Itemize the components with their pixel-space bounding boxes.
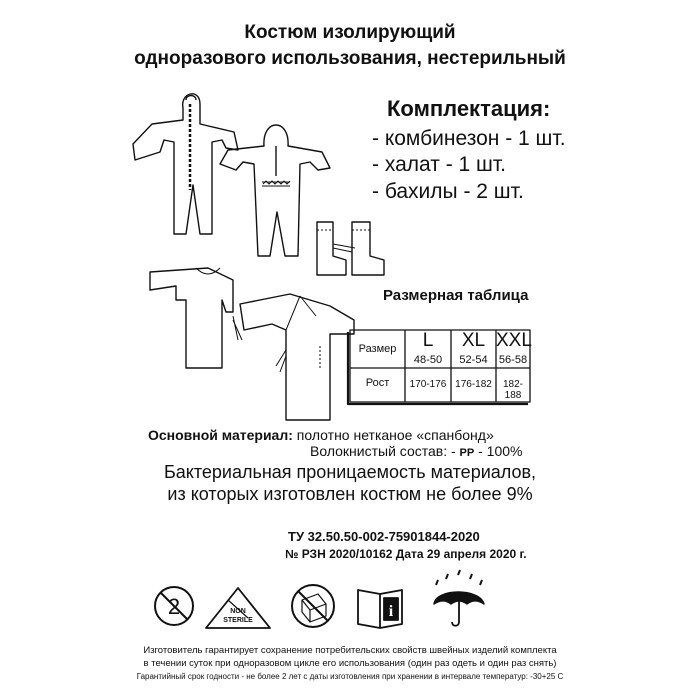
footer-line2: в течении суток при одноразовом цикле его использования (один раз одеть и один раз снять) <box>143 658 557 669</box>
fiber-code: PP <box>459 447 475 459</box>
size-value-xxl: 56-58 <box>498 354 528 366</box>
height-value-l: 170-176 <box>409 379 447 390</box>
size-value-l: 48-50 <box>413 354 443 366</box>
rzn-registration: № РЗН 2020/10162 Дата 29 апреля 2020 г. <box>285 547 527 561</box>
fiber-label: Волокнистый состав: - <box>310 443 456 459</box>
gown-front-illustration <box>150 268 242 368</box>
size-table-heading: Размерная таблица <box>383 287 529 304</box>
permeability-line2: из которых изготовлен костюм не более 9% <box>167 484 533 504</box>
height-value-xl: 176-182 <box>455 379 492 390</box>
tu-number: ТУ 32.50.50-002-75901844-2020 <box>288 529 480 544</box>
row-label-size: Размер <box>358 343 397 355</box>
gown-back-illustration <box>240 294 354 420</box>
material-value: полотно нетканое «спанбонд» <box>296 427 494 443</box>
kit-item-gown: - халат - 1 шт. <box>372 153 507 176</box>
coverall-front-illustration <box>133 94 238 234</box>
svg-text:NON: NON <box>230 608 246 615</box>
product-title-line1: Костюм изолирующий <box>244 22 456 43</box>
consult-instructions-icon <box>358 590 402 628</box>
kit-item-coverall: - комбинезон - 1 шт. <box>372 127 566 150</box>
keep-dry-icon <box>434 570 484 626</box>
height-value-xxl: 182-188 <box>502 379 523 401</box>
size-header-l: L <box>422 330 434 351</box>
non-sterile-icon <box>206 588 270 628</box>
size-header-xl: XL <box>461 330 486 351</box>
shoe-covers-illustration <box>317 222 384 275</box>
size-header-xxl: XXL <box>496 330 532 351</box>
fiber-value: - 100% <box>478 443 523 459</box>
do-not-reuse-icon <box>155 587 193 625</box>
svg-text:STERILE: STERILE <box>223 617 253 624</box>
permeability-line1: Бактериальная проницаемость материалов, <box>163 462 537 482</box>
row-label-height: Рост <box>365 377 390 389</box>
do-not-use-if-damaged-icon <box>292 585 334 627</box>
material-label: Основной материал: <box>148 427 293 443</box>
kit-item-shoe-covers: - бахилы - 2 шт. <box>372 180 524 203</box>
svg-text:i: i <box>388 603 394 620</box>
size-value-xl: 52-54 <box>459 354 488 366</box>
product-title-line2: одноразового использования, нестерильный <box>134 48 566 69</box>
kit-heading: Комплектация: <box>387 96 551 121</box>
svg-text:2: 2 <box>167 594 181 619</box>
footer-line1: Изготовитель гарантирует сохранение потребительских свойств швейных изделий комплекта <box>143 645 557 656</box>
fiber-composition-line <box>310 443 522 459</box>
footer-line3: Гарантийный срок годности - не более 2 лет с даты изготовления при хранении в интервале температур: -30+25 С <box>136 672 564 681</box>
material-line <box>148 427 494 443</box>
